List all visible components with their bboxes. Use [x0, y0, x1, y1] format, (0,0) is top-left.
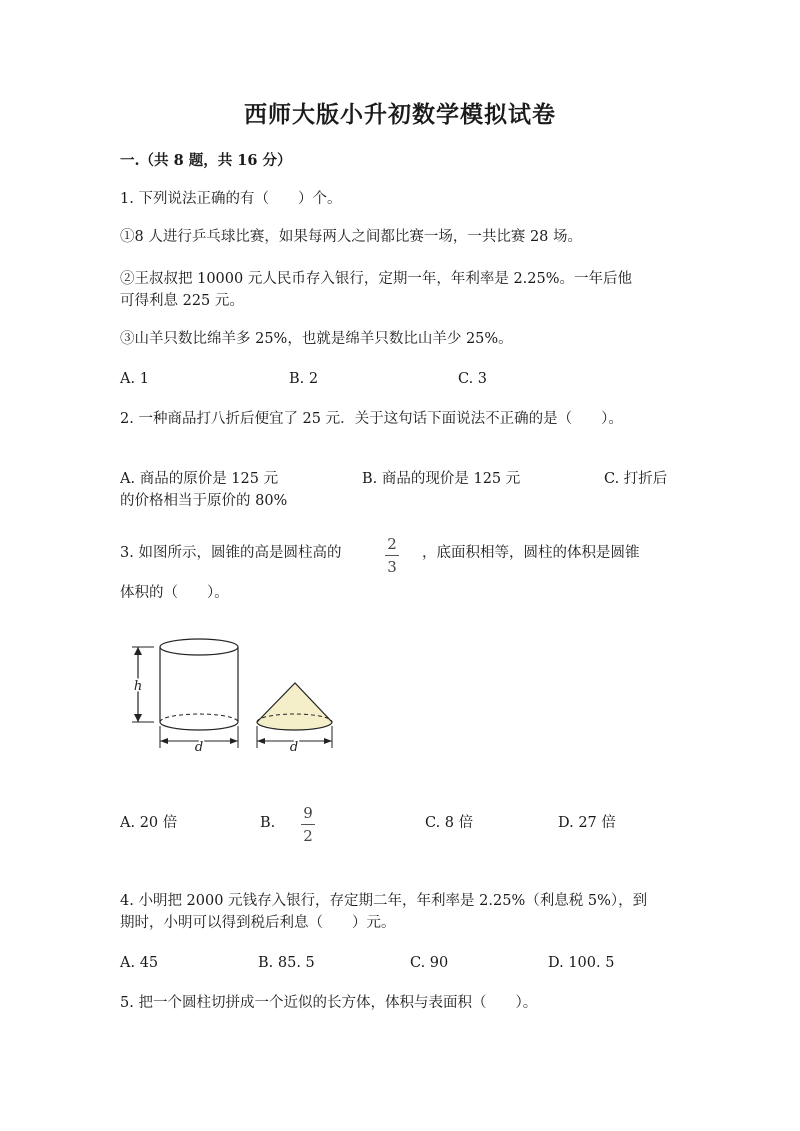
cylinder-cone-figure: [118, 630, 348, 760]
q4-option-b: B. 85. 5: [258, 955, 315, 971]
q3-option-b-numerator: 9: [303, 804, 313, 822]
q3-stem-after: ，底面积相等，圆柱的体积是圆锥: [422, 545, 640, 561]
q3-stem-before: 3. 如图所示，圆锥的高是圆柱高的: [120, 545, 342, 561]
page-title: 西师大版小升初数学模拟试卷: [244, 101, 556, 128]
cone-shape: [257, 683, 332, 730]
q4-option-d: D. 100. 5: [548, 955, 615, 971]
q1-statement-2a: ②王叔叔把 10000 元人民币存入银行，定期一年，年利率是 2.25%。一年后他: [120, 271, 633, 287]
q4-stem-line2: 期时，小明可以得到税后利息（ ）元。: [120, 915, 396, 931]
q1-option-c: C. 3: [458, 371, 488, 387]
q1-statement-2b: 可得利息 225 元。: [120, 293, 244, 309]
q1-statement-1: ①8 人进行乒乓球比赛，如果每两人之间都比赛一场，一共比赛 28 场。: [120, 229, 583, 245]
q1-option-b: B. 2: [289, 371, 319, 387]
q3-option-d: D. 27 倍: [558, 815, 616, 831]
q2-option-a: A. 商品的原价是 125 元: [120, 471, 279, 487]
cylinder-shape: [160, 639, 238, 730]
q3-fraction: [385, 537, 399, 575]
q3-fraction-numerator: 2: [387, 535, 397, 553]
cone-diameter-label: d: [289, 740, 299, 755]
q1-statement-3: ③山羊只数比绵羊多 25%，也就是绵羊只数比山羊少 25%。: [120, 331, 513, 347]
q3-option-b: B.: [260, 815, 276, 831]
q3-option-b-fraction-bar: [301, 824, 315, 825]
q3-option-a: A. 20 倍: [120, 815, 178, 831]
q2-option-b: B. 商品的现价是 125 元: [362, 471, 521, 487]
q4-option-c: C. 90: [410, 955, 449, 971]
q2-option-c-continued: 的价格相当于原价的 80%: [120, 493, 288, 509]
q4-option-a: A. 45: [120, 955, 159, 971]
q3-fraction-denominator: 3: [387, 558, 397, 576]
q4-stem-line1: 4. 小明把 2000 元钱存入银行，存定期二年，年利率是 2.25%（利息税 5%），到: [120, 893, 648, 909]
q5-stem: 5. 把一个圆柱切拼成一个近似的长方体，体积与表面积（ ）。: [120, 995, 538, 1011]
q2-option-c: C. 打折后: [604, 471, 668, 487]
height-label: h: [133, 679, 143, 694]
q3-fraction-bar: [385, 555, 399, 556]
section-heading: 一.（共 8 题，共 16 分）: [120, 152, 292, 169]
q3-option-b-denominator: 2: [303, 827, 313, 845]
q3-option-c: C. 8 倍: [425, 815, 474, 831]
q3-stem-line2: 体积的（ ）。: [120, 585, 229, 601]
q3-option-b-fraction: [301, 806, 315, 844]
cylinder-diameter-label: d: [194, 740, 204, 755]
q1-stem: 1. 下列说法正确的有（ ）个。: [120, 191, 342, 207]
q1-option-a: A. 1: [120, 371, 149, 387]
q2-stem: 2. 一种商品打八折后便宜了 25 元．关于这句话下面说法不正确的是（ ）。: [120, 411, 623, 427]
